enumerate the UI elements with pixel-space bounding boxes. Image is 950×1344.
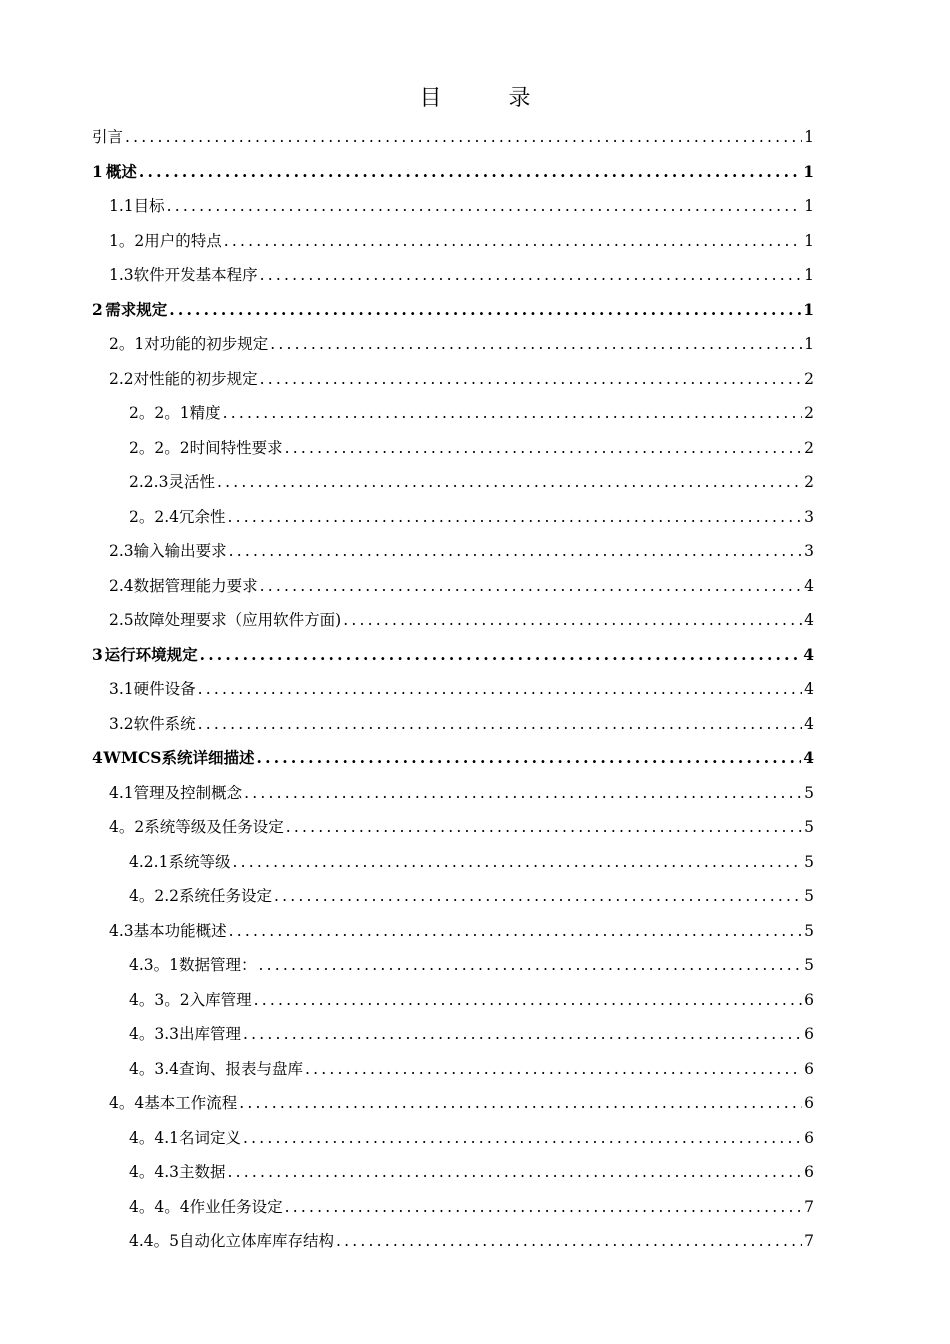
toc-dot-leader [260,362,802,397]
toc-dot-leader [217,465,802,500]
toc-entry[interactable] [92,707,814,742]
table-of-contents [92,120,814,1259]
toc-dot-leader [343,603,802,638]
toc-entry-page: 3 [804,542,814,560]
toc-entry-page: 6 [804,990,814,1009]
toc-dot-leader [260,569,802,604]
toc-entry-text: 2.3输入输出要求 [109,542,227,560]
toc-dot-leader [305,1052,802,1087]
toc-entry[interactable] [92,1190,814,1225]
toc-dot-leader [260,258,802,293]
toc-dot-leader [228,500,803,535]
toc-entry[interactable] [92,983,814,1018]
toc-title: 目 录 [419,86,561,111]
toc-entry[interactable] [92,534,814,569]
toc-entry-text: 2.2对性能的初步规定 [109,369,258,388]
toc-entry-page: 2 [804,369,814,388]
toc-entry-page: 1 [803,299,814,319]
toc-entry-page: 2 [804,404,814,422]
toc-entry-page: 6 [804,1059,814,1078]
toc-entry-text: 运行环境规定 [104,644,198,664]
toc-entry[interactable] [92,638,814,673]
toc-dot-leader [198,707,802,742]
toc-entry-text: 4.1管理及控制概念 [109,783,243,802]
toc-entry-text: 3.2软件系统 [109,714,196,733]
toc-dot-leader [270,327,802,362]
toc-entry-number: 3 [92,644,103,664]
toc-entry[interactable] [92,672,814,707]
toc-entry[interactable] [92,1017,814,1052]
toc-dot-leader [286,810,802,845]
toc-entry-page: 2 [804,473,814,491]
toc-entry-page: 5 [804,956,814,974]
toc-dot-leader [228,1155,803,1190]
toc-entry[interactable] [92,362,814,397]
toc-entry-page: 2 [804,438,814,457]
toc-entry[interactable] [92,845,814,880]
toc-entry-text: 4.4。5自动化立体库库存结构 [129,1232,335,1250]
toc-entry-text: 引言 [92,128,124,146]
toc-entry-text: 4。4基本工作流程 [109,1094,238,1112]
toc-entry[interactable] [92,293,814,328]
toc-entry-page: 4 [804,680,814,698]
toc-entry-text: 1.3软件开发基本程序 [109,266,258,284]
toc-entry-page: 4 [804,576,814,595]
toc-entry-page: 1 [804,266,814,284]
toc-entry[interactable] [92,120,814,155]
toc-entry-number: 4 [92,748,103,767]
toc-entry-text: 2。1对功能的初步规定 [109,335,269,353]
toc-entry[interactable] [92,431,814,466]
toc-entry-page: 1 [804,335,814,353]
toc-entry-text: 1.1目标 [109,197,165,215]
toc-entry-text: 概述 [105,161,137,181]
toc-entry-page: 5 [804,818,814,836]
toc-entry-text: 4。3.4查询、报表与盘库 [129,1059,304,1078]
toc-entry-text: 1。2用户的特点 [109,231,222,250]
toc-entry-text: 4.3。1数据管理： [129,956,257,974]
toc-entry-page: 1 [804,231,814,250]
toc-dot-leader [224,224,802,259]
toc-entry-text: 4。4.3主数据 [129,1163,226,1181]
toc-entry[interactable] [92,1224,814,1259]
toc-entry-page: 1 [804,128,814,146]
toc-entry[interactable] [92,569,814,604]
toc-entry-text: 4.2.1系统等级 [129,852,231,871]
toc-entry-page: 3 [804,507,814,526]
toc-entry-text: WMCS系统详细描述 [103,748,255,767]
toc-entry[interactable] [92,465,814,500]
toc-dot-leader [229,914,802,949]
toc-entry-text: 2。2。2时间特性要求 [129,438,283,457]
toc-dot-leader [223,396,803,431]
toc-entry-page: 6 [804,1163,814,1181]
toc-entry[interactable] [92,879,814,914]
toc-entry-text: 4。4。4作业任务设定 [129,1197,283,1216]
toc-entry-page: 4 [803,644,814,664]
toc-entry-text: 需求规定 [105,299,168,319]
toc-entry-page: 5 [804,852,814,871]
toc-dot-leader [139,155,801,190]
toc-entry[interactable] [92,776,814,811]
toc-dot-leader [285,1190,803,1225]
toc-dot-leader [243,1121,802,1156]
toc-entry[interactable] [92,741,814,776]
toc-entry-text: 4。4.1名词定义 [129,1128,242,1147]
toc-entry[interactable] [92,948,814,983]
toc-entry[interactable] [92,258,814,293]
toc-entry[interactable] [92,1155,814,1190]
toc-entry-text: 4。3。2入库管理 [129,990,252,1009]
toc-entry[interactable] [92,189,814,224]
toc-entry-text: 4。3.3出库管理 [129,1025,242,1043]
toc-dot-leader [244,776,802,811]
toc-dot-leader [125,120,802,155]
toc-dot-leader [257,741,802,776]
toc-entry-page: 4 [804,714,814,733]
toc-entry-text: 2。2。1精度 [129,404,221,422]
toc-entry[interactable] [92,1086,814,1121]
toc-entry[interactable] [92,1121,814,1156]
toc-entry[interactable] [92,396,814,431]
toc-dot-leader [254,983,803,1018]
toc-entry[interactable] [92,914,814,949]
toc-dot-leader [232,845,802,880]
toc-entry-page: 4 [804,611,814,629]
toc-entry-text: 4.3基本功能概述 [109,921,227,940]
toc-dot-leader [243,1017,802,1052]
toc-entry-page: 6 [804,1128,814,1147]
toc-entry-text: 4。2.2系统任务设定 [129,887,273,905]
toc-dot-leader [200,638,802,673]
toc-entry[interactable] [92,155,814,190]
toc-entry-page: 6 [804,1094,814,1112]
toc-entry[interactable] [92,1052,814,1087]
toc-entry[interactable] [92,327,814,362]
toc-entry-page: 7 [804,1232,814,1250]
toc-dot-leader [336,1224,802,1259]
toc-entry-page: 6 [804,1025,814,1043]
toc-entry-page: 1 [803,161,814,181]
toc-entry-page: 1 [804,197,814,215]
toc-entry-text: 4。2系统等级及任务设定 [109,818,284,836]
toc-entry-page: 7 [804,1197,814,1216]
toc-entry-text: 2.2.3灵活性 [129,473,215,491]
toc-dot-leader [229,534,802,569]
toc-entry-text: 2.5故障处理要求（应用软件方面) [109,611,342,629]
toc-dot-leader [239,1086,802,1121]
toc-dot-leader [259,948,803,983]
toc-entry-number: 1 [92,161,103,181]
toc-entry[interactable] [92,224,814,259]
toc-entry-text: 3.1硬件设备 [109,680,196,698]
toc-dot-leader [285,431,803,466]
toc-dot-leader [274,879,802,914]
toc-entry-number: 2 [92,299,103,319]
toc-entry[interactable] [92,603,814,638]
toc-entry-text: 2。2.4冗余性 [129,507,226,526]
toc-entry-page: 5 [804,921,814,940]
toc-dot-leader [198,672,802,707]
toc-entry-text: 2.4数据管理能力要求 [109,576,258,595]
toc-dot-leader [169,293,801,328]
toc-entry[interactable] [92,500,814,535]
toc-entry[interactable] [92,810,814,845]
toc-entry-page: 4 [803,748,814,767]
toc-dot-leader [167,189,802,224]
toc-entry-page: 5 [804,887,814,905]
toc-entry-page: 5 [804,783,814,802]
